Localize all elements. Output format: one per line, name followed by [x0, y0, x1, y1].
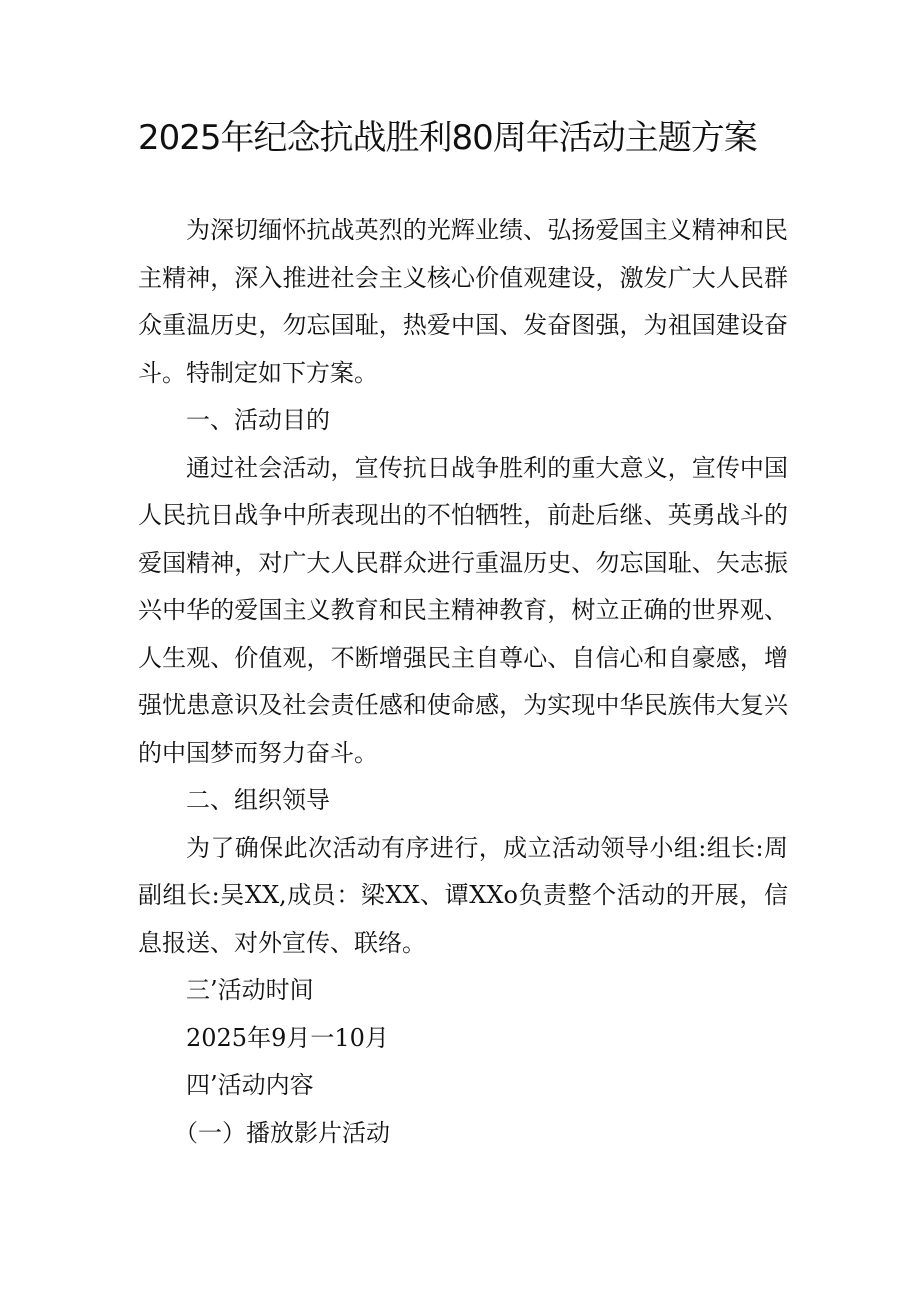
- section-heading-organization: 二、组织领导: [186, 786, 330, 814]
- subsection-heading-film: （一）播放影片活动: [174, 1118, 390, 1147]
- organization-paragraph: 为了确保此次活动有序进行，成立活动领导小组:组长:周副组长:吴XX,成员：梁XX、谭XXo负责整个活动的开展，信息报送、对外宣传、联络。: [138, 833, 788, 957]
- purpose-paragraph: 通过社会活动，宣传抗日战争胜利的重大意义，宣传中国人民抗日战争中所表现出的不怕牺牲，前赴后继、英勇战斗的爱国精神，对广大人民群众进行重温历史、勿忘国耻、矢志振兴中华的爱国主义教育和民主精神教育，树立正确的世界观、人生观、价值观，不断增强民主自尊心、自信心和自豪感，增强忧患意识及社会责任感和使命感，为实现中华民族伟大复兴的中国梦而努力奋斗。: [138, 453, 788, 767]
- time-paragraph: 2025年9月一10月: [186, 1023, 389, 1052]
- section-heading-content: 四’活动内容: [186, 1071, 314, 1099]
- section-heading-time: 三’活动时间: [186, 976, 314, 1004]
- section-heading-purpose: 一、活动目的: [186, 406, 330, 434]
- document-body: [138, 207, 788, 1157]
- document-title: 2025年纪念抗战胜利80周年活动主题方案: [138, 118, 757, 158]
- intro-paragraph: 为深切缅怀抗战英烈的光辉业绩、弘扬爱国主义精神和民主精神，深入推进社会主义核心价值观建设，激发广大人民群众重温历史，勿忘国耻，热爱中国、发奋图强，为祖国建设奋斗。特制定如下方案。: [138, 216, 788, 387]
